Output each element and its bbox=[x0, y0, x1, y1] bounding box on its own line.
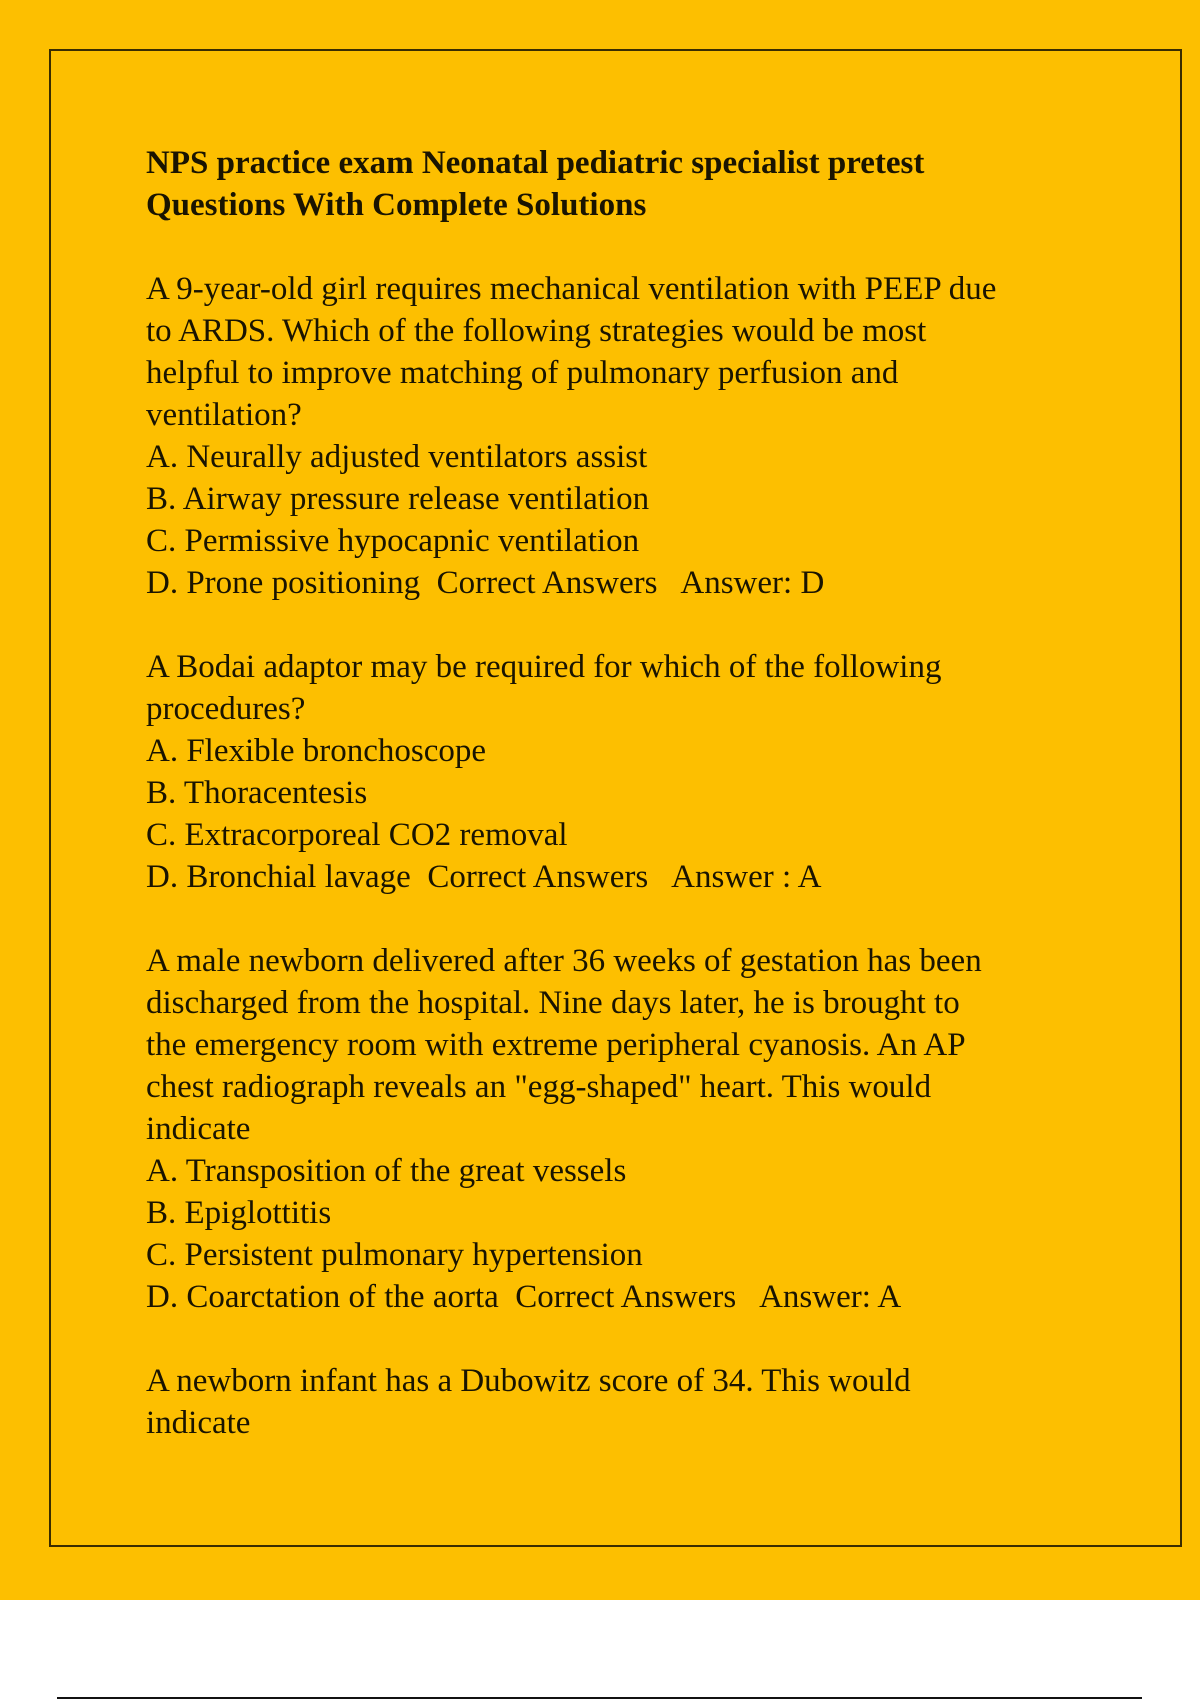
answer-option: B. Epiglottitis bbox=[146, 1195, 332, 1231]
question-stem-line: A Bodai adaptor may be required for which of the following bbox=[146, 649, 942, 685]
question-stem-line: chest radiograph reveals an "egg-shaped" heart. This would bbox=[146, 1069, 932, 1105]
document-content bbox=[146, 142, 1106, 1486]
question-stem-line: A 9-year-old girl requires mechanical ventilation with PEEP due bbox=[146, 271, 997, 307]
title-line: Questions With Complete Solutions bbox=[146, 187, 647, 223]
question-1 bbox=[146, 268, 1106, 604]
page-bottom-rule bbox=[57, 1697, 1142, 1699]
title-line: NPS practice exam Neonatal pediatric specialist pretest bbox=[146, 145, 925, 181]
answer-option-with-answer bbox=[146, 856, 1106, 898]
answer-option: A. Neurally adjusted ventilators assist bbox=[146, 439, 648, 475]
answer-option-text: D. Prone positioning bbox=[146, 565, 421, 601]
answer-option: C. Extracorporeal CO2 removal bbox=[146, 817, 568, 853]
correct-answer-text: Correct Answers Answer: D bbox=[420, 565, 825, 601]
answer-option: B. Thoracentesis bbox=[146, 775, 368, 811]
question-stem-line: helpful to improve matching of pulmonary perfusion and bbox=[146, 355, 899, 391]
answer-option-with-answer bbox=[146, 1276, 1106, 1318]
question-stem-line: ventilation? bbox=[146, 397, 302, 433]
question-stem-line: to ARDS. Which of the following strategies would be most bbox=[146, 313, 927, 349]
answer-option: C. Permissive hypocapnic ventilation bbox=[146, 523, 640, 559]
question-stem-line: procedures? bbox=[146, 691, 306, 727]
answer-option-text: D. Coarctation of the aorta bbox=[146, 1279, 499, 1315]
question-stem-line: the emergency room with extreme peripheral cyanosis. An AP bbox=[146, 1027, 966, 1063]
question-stem-line: discharged from the hospital. Nine days later, he is brought to bbox=[146, 985, 960, 1021]
question-2 bbox=[146, 646, 1106, 898]
question-stem-line: indicate bbox=[146, 1405, 251, 1441]
correct-answer-text: Correct Answers Answer: A bbox=[498, 1279, 902, 1315]
answer-option: B. Airway pressure release ventilation bbox=[146, 481, 650, 517]
answer-option: C. Persistent pulmonary hypertension bbox=[146, 1237, 643, 1273]
question-stem-line: A newborn infant has a Dubowitz score of 34. This would bbox=[146, 1363, 911, 1399]
question-stem-line: indicate bbox=[146, 1111, 251, 1147]
question-4 bbox=[146, 1360, 1106, 1444]
question-3 bbox=[146, 940, 1106, 1318]
correct-answer-text: Correct Answers Answer : A bbox=[410, 859, 822, 895]
answer-option-with-answer bbox=[146, 562, 1106, 604]
document-title bbox=[146, 142, 1106, 226]
question-stem-line: A male newborn delivered after 36 weeks of gestation has been bbox=[146, 943, 982, 979]
answer-option: A. Transposition of the great vessels bbox=[146, 1153, 627, 1189]
answer-option: A. Flexible bronchoscope bbox=[146, 733, 487, 769]
answer-option-text: D. Bronchial lavage bbox=[146, 859, 411, 895]
